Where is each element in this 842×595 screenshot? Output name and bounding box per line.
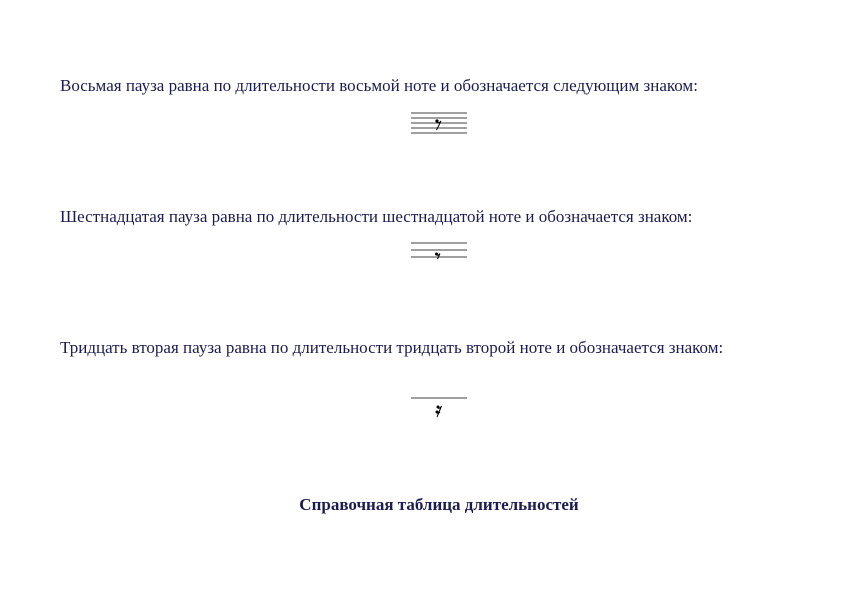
sixteenth-rest-figure [411, 241, 467, 261]
thirty-second-rest-figure [411, 396, 467, 420]
eighth-rest-paragraph: Восьмая пауза равна по длительности восьмой ноте и обозначается следующим знаком: [60, 76, 698, 95]
thirty-second-rest-staff [411, 396, 467, 420]
sixteenth-rest-staff [411, 241, 467, 261]
sixteenth-rest-icon [435, 253, 440, 260]
eighth-rest-staff [411, 111, 467, 139]
eighth-rest-figure [411, 111, 467, 139]
sixteenth-rest-paragraph: Шестнадцатая пауза равна по длительности шестнадцатой ноте и обозначается знаком: [60, 207, 693, 226]
thirty-second-rest-paragraph: Тридцать вторая пауза равна по длительности тридцать второй ноте и обозначается знаком: [60, 338, 724, 357]
thirty-second-rest-icon [436, 406, 442, 418]
reference-table-heading: Справочная таблица длительностей [299, 495, 579, 514]
eighth-rest-icon [435, 119, 441, 130]
